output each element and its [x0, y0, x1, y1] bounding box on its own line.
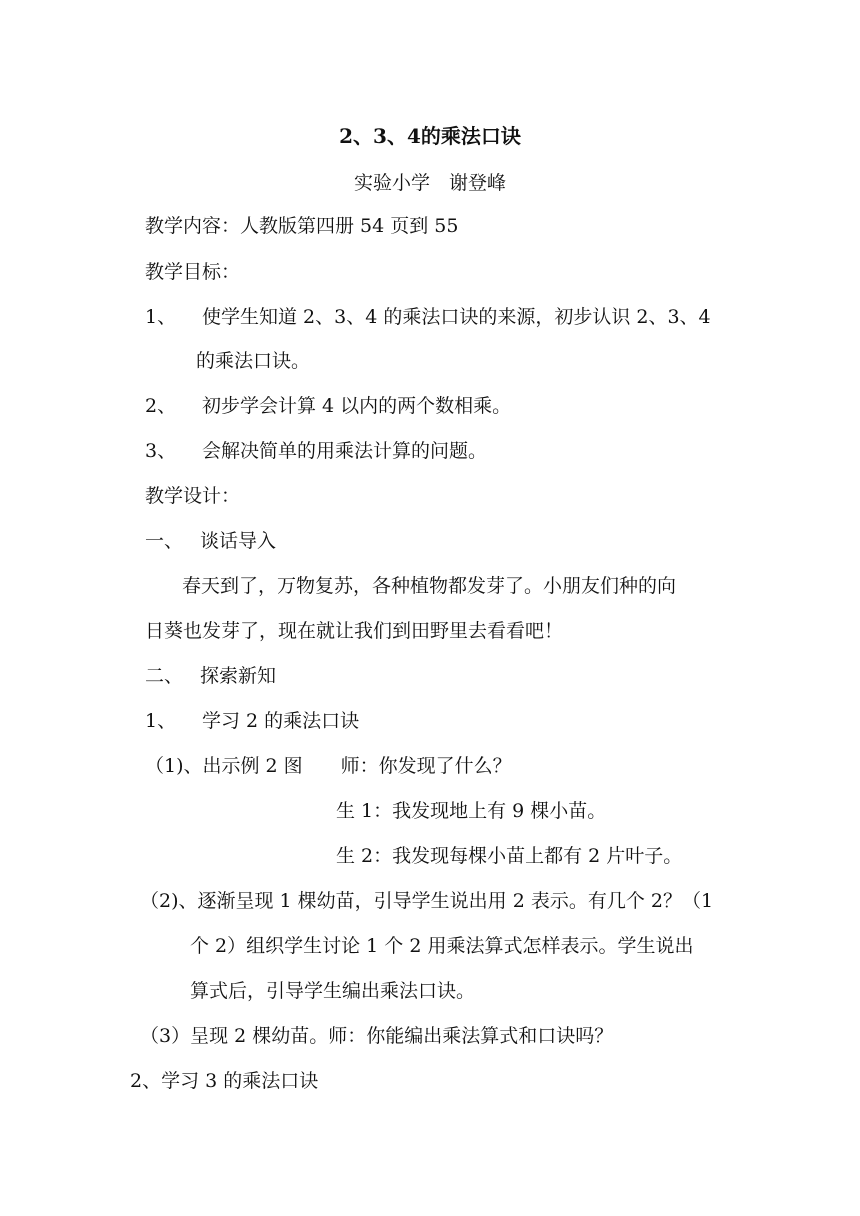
- content-line: 教学内容：人教版第四册 54 页到 55: [145, 215, 459, 237]
- author-line: 实验小学 谢登峰: [353, 172, 506, 194]
- part2-heading: 探索新知: [200, 665, 277, 687]
- student1-answer: 生 1：我发现地上有 9 棵小苗。: [336, 800, 607, 822]
- goal1-text: 使学生知道 2、3、4 的乘法口诀的来源，初步认识 2、3、4: [202, 306, 711, 328]
- step2-heading: 2、学习 3 的乘法口诀: [130, 1070, 319, 1092]
- substep1-line: （1)、出示例 2 图 师：你发现了什么？: [145, 755, 512, 777]
- part2-number: 二、: [145, 665, 184, 687]
- document-title: 2、3、4的乘法口诀: [339, 124, 521, 148]
- paragraph1-line2: 日葵也发芽了，现在就让我们到田野里去看看吧！: [145, 620, 564, 642]
- substep2-line1: （2)、逐渐呈现 1 棵幼苗，引导学生说出用 2 表示。有几个 2？（1: [140, 890, 714, 912]
- goal2-text: 初步学会计算 4 以内的两个数相乘。: [202, 395, 512, 417]
- goals-heading: 教学目标：: [145, 261, 241, 283]
- substep2-line3: 算式后，引导学生编出乘法口诀。: [190, 980, 476, 1002]
- student2-answer: 生 2：我发现每棵小苗上都有 2 片叶子。: [336, 845, 683, 867]
- design-heading: 教学设计：: [145, 485, 241, 507]
- step1-heading: 学习 2 的乘法口诀: [202, 710, 360, 732]
- part1-number: 一、: [145, 530, 184, 552]
- step1-number: 1、: [145, 710, 177, 732]
- part1-heading: 谈话导入: [200, 530, 277, 552]
- goal2-number: 2、: [145, 395, 177, 417]
- goal1-continuation: 的乘法口诀。: [196, 350, 311, 372]
- goal3-number: 3、: [145, 440, 177, 462]
- goal3-text: 会解决简单的用乘法计算的问题。: [202, 440, 488, 462]
- paragraph1-line1: 春天到了，万物复苏，各种植物都发芽了。小朋友们种的向: [182, 575, 677, 597]
- substep2-line2: 个 2）组织学生讨论 1 个 2 用乘法算式怎样表示。学生说出: [190, 935, 694, 957]
- substep3-line: （3）呈现 2 棵幼苗。师：你能编出乘法算式和口诀吗？: [140, 1025, 614, 1047]
- goal1-number: 1、: [145, 306, 177, 328]
